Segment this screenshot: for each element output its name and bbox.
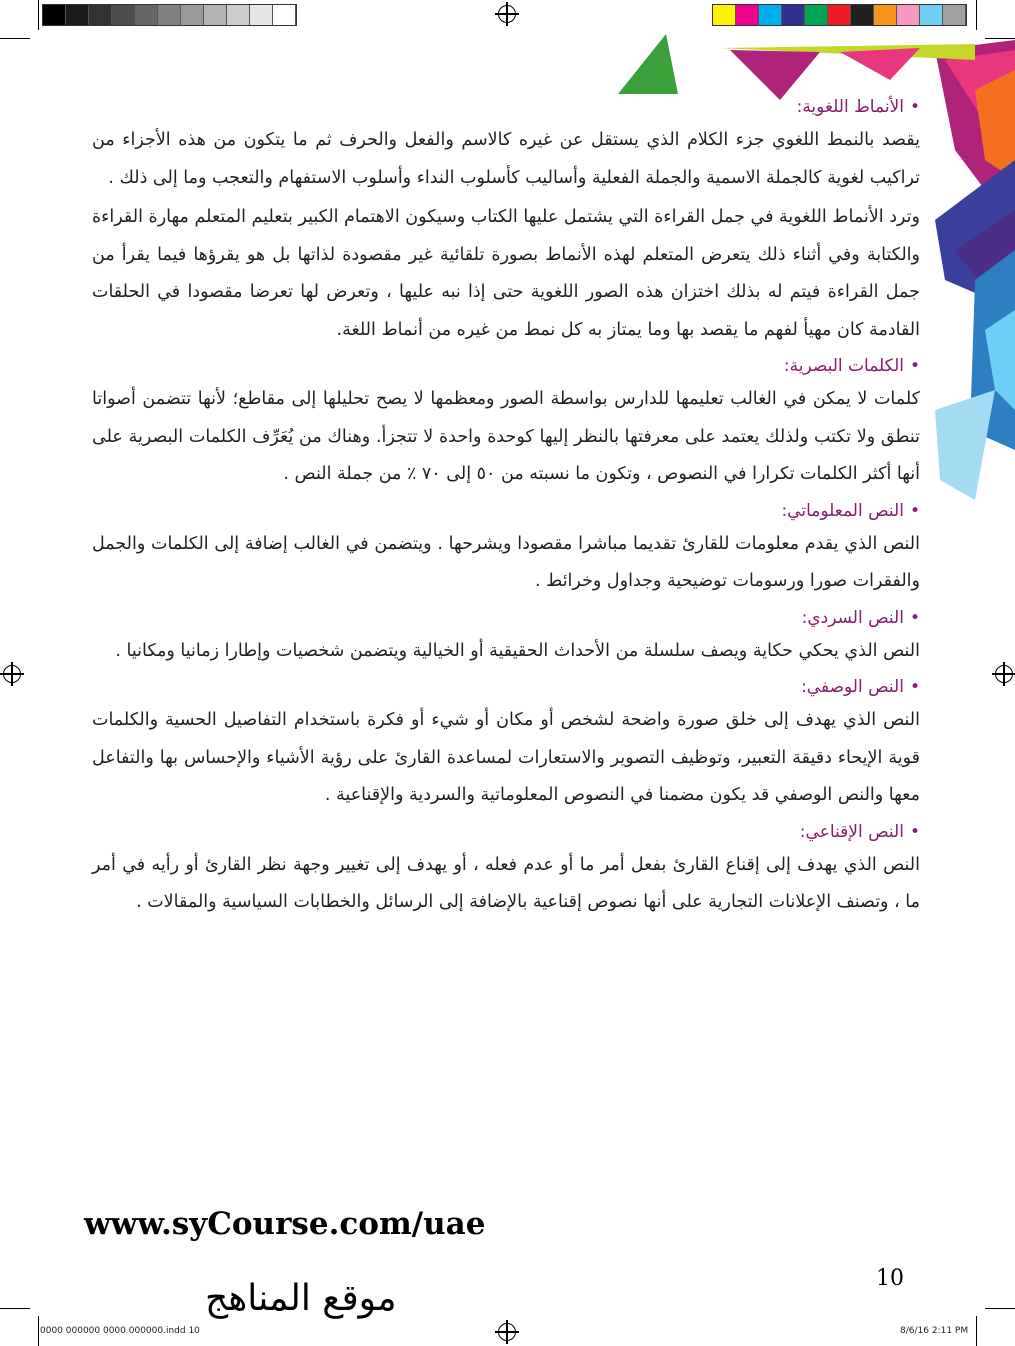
- crop-mark: [38, 0, 39, 30]
- section-heading: [92, 603, 920, 633]
- body-paragraph: النص الذي يحكي حكاية ويصف سلسلة من الأحداث الحقيقية أو الخيالية ويتضمن شخصيات وإطارا زمانيا ومكانيا .: [115, 640, 920, 661]
- bullet-icon: •: [909, 607, 920, 628]
- print-slug-date: 8/6/16 2:11 PM: [900, 1326, 969, 1336]
- page-number: 10: [876, 1266, 904, 1291]
- section-heading: [92, 496, 920, 526]
- color-calibration-bar: [712, 4, 967, 26]
- grayscale-swatch: [135, 5, 158, 25]
- section-heading: [92, 817, 920, 847]
- color-swatch: [805, 5, 828, 25]
- grayscale-swatch: [227, 5, 250, 25]
- grayscale-swatch: [43, 5, 66, 25]
- registration-mark-icon: [498, 5, 516, 23]
- bullet-icon: •: [909, 356, 920, 376]
- section-heading-text: الكلمات البصرية:: [783, 356, 904, 376]
- crop-mark: [0, 38, 30, 39]
- color-swatch: [920, 5, 943, 25]
- color-swatch: [782, 5, 805, 25]
- section-heading: [92, 672, 920, 702]
- grayscale-swatch: [89, 5, 112, 25]
- section-heading: [92, 92, 920, 122]
- crop-mark: [976, 1316, 977, 1346]
- crop-mark: [985, 1308, 1015, 1309]
- grayscale-swatch: [66, 5, 89, 25]
- grayscale-calibration-bar: [42, 4, 297, 26]
- grayscale-swatch: [158, 5, 181, 25]
- section-heading: [92, 351, 920, 381]
- grayscale-swatch: [273, 5, 296, 25]
- bullet-icon: •: [909, 821, 920, 842]
- grayscale-swatch: [112, 5, 135, 25]
- color-swatch: [851, 5, 874, 25]
- section-heading-text: النص المعلوماتي:: [781, 500, 904, 521]
- body-paragraph: النص الذي يهدف إلى إقناع القارئ بفعل أمر ما أو عدم فعله ، أو يهدف إلى تغيير وجهة نظر القارئ أو رأيه في أمر ما ، وتصنف الإعلانات التجارية على أنها نصوص إقناعية بالإضافة إلى الرسائل والخطابات السياسية والمقالات .: [92, 854, 920, 912]
- decorative-triangle-large: [610, 30, 680, 100]
- crop-mark: [38, 1316, 39, 1346]
- section-heading-text: الأنماط اللغوية:: [796, 97, 904, 117]
- color-swatch: [828, 5, 851, 25]
- crop-mark: [0, 1308, 30, 1309]
- section-heading-text: النص السردي:: [801, 607, 904, 628]
- registration-mark-icon: [498, 1323, 516, 1341]
- print-slug-filename: 0000 000000 0000 000000.indd 10: [40, 1326, 200, 1336]
- site-name-logo: موقع المناهج: [205, 1278, 397, 1319]
- section-heading-text: النص الإقناعي:: [799, 821, 904, 842]
- body-paragraph: يقصد بالنمط اللغوي جزء الكلام الذي يستقل عن غيره كالاسم والفعل والحرف ثم ما يتكون من هذه الأجزاء من تراكيب لغوية كالجملة الاسمية والجملة الفعلية وأساليب كأسلوب النداء وأسلوب الاستفهام والتعجب وما إلى ذلك .: [92, 130, 920, 188]
- color-swatch: [874, 5, 897, 25]
- body-paragraph: وترد الأنماط اللغوية في جمل القراءة التي يشتمل عليها الكتاب وسيكون الاهتمام الكبير بتعليم المتعلم مهارة القراءة والكتابة وفي أثناء ذلك يتعرض المتعلم لهذه الأنماط بصورة تلقائية غير مقصودة لذاتها بل هو يقرؤها فيما يقرأ من جمل القراءة فيتم له بذلك اختزان هذه الصور اللغوية حتى إذا نبه عليها ، وتعرض لها تعرضا مقصودا في الحلقات القادمة كان مهيأ لفهم ما يقصد بها وما يمتاز به كل نمط من غيره من أنماط اللغة.: [92, 207, 920, 340]
- body-paragraph: كلمات لا يمكن في الغالب تعليمها للدارس بواسطة الصور ومعظمها لا يصح تحليلها إلى مقاطع؛ لأنها تتضمن أصواتا تنطق ولا تكتب ولذلك يعتمد على معرفتها بالنظر إليها كوحدة واحدة لا تتجزأ. وهناك من يُعَرِّف الكلمات البصرية على أنها أكثر الكلمات تكرارا في النصوص ، وتكون ما نسبته من ٥٠ إلى ٧٠ ٪ من جملة النص .: [92, 389, 920, 484]
- color-swatch: [943, 5, 966, 25]
- grayscale-swatch: [250, 5, 273, 25]
- body-paragraph: النص الذي يهدف إلى خلق صورة واضحة لشخص أو مكان أو شيء أو فكرة باستخدام التفاصيل الحسية والكلمات قوية الإيحاء دقيقة التعبير، وتوظيف التصوير والاستعارات لمساعدة القارئ على رؤية الأشياء والإحساس بها والتفاعل معها والنص الوصفي قد يكون مضمنا في النصوص المعلوماتية والسردية والإقناعية .: [92, 710, 920, 805]
- body-paragraph: النص الذي يقدم معلومات للقارئ تقديما مباشرا مقصودا ويشرحها . ويتضمن في الغالب إضافة إلى الكلمات والجمل والفقرات صورا ورسومات توضيحية وجداول وخرائط .: [92, 533, 920, 591]
- main-text-column: [92, 92, 920, 924]
- color-swatch: [759, 5, 782, 25]
- bullet-icon: •: [909, 677, 920, 697]
- bullet-icon: •: [909, 97, 920, 117]
- registration-mark-icon: [995, 665, 1013, 683]
- section-heading-text: النص الوصفي:: [801, 677, 904, 697]
- crop-mark: [976, 0, 977, 30]
- registration-mark-icon: [3, 665, 21, 683]
- grayscale-swatch: [204, 5, 227, 25]
- grayscale-swatch: [181, 5, 204, 25]
- color-swatch: [713, 5, 736, 25]
- bullet-icon: •: [909, 500, 920, 521]
- color-swatch: [736, 5, 759, 25]
- color-swatch: [897, 5, 920, 25]
- website-url: www.syCourse.com/uae: [84, 1206, 486, 1242]
